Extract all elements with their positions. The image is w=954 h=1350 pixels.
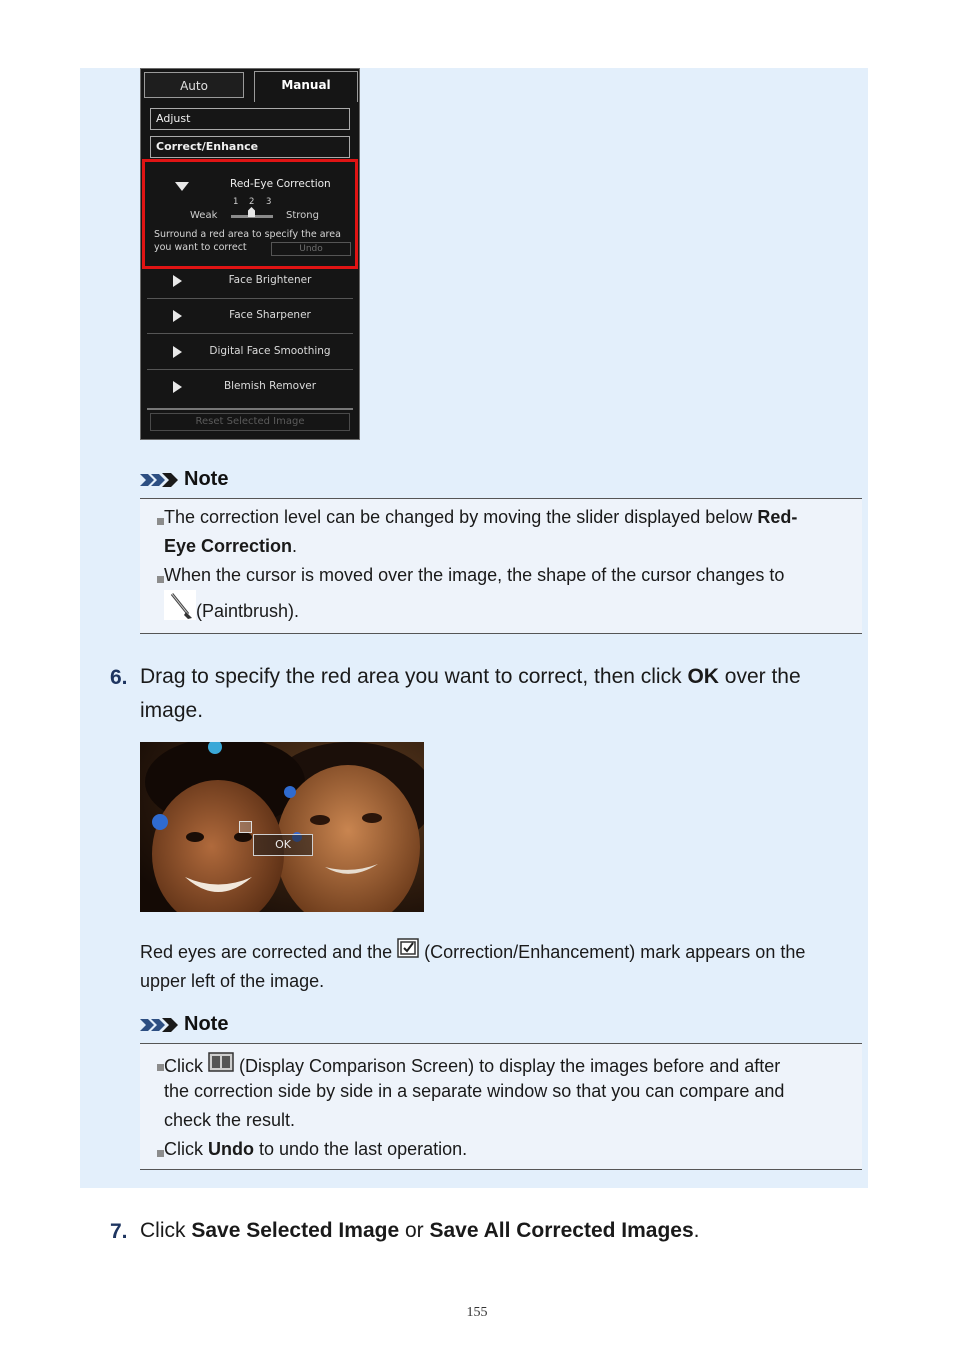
- bullet-icon: [157, 518, 164, 525]
- level-tick-1: 1: [233, 197, 239, 207]
- tool-label: Blemish Remover: [223, 380, 317, 392]
- bullet-icon: [157, 1064, 164, 1071]
- slider-thumb[interactable]: [248, 207, 255, 217]
- tool-face-brightener[interactable]: [147, 264, 353, 299]
- tool-label: Face Brightener: [228, 274, 312, 286]
- step-number: 6.: [110, 666, 128, 689]
- tool-label: Face Sharpener: [229, 309, 311, 321]
- level-tick-3: 3: [266, 197, 272, 207]
- ok-button[interactable]: OK: [253, 834, 313, 856]
- red-eye-correction-section: [142, 159, 358, 269]
- children-photo-image: [140, 742, 424, 912]
- tool-face-sharpener[interactable]: [147, 299, 353, 334]
- correct-enhance-button[interactable]: Correct/Enhance: [150, 136, 350, 158]
- reset-selected-image-button[interactable]: Reset Selected Image: [150, 413, 350, 431]
- note-arrows-icon: [140, 1017, 180, 1033]
- note-item-line: Eye Correction.: [164, 536, 298, 556]
- strong-label: Strong: [286, 210, 319, 221]
- bullet-icon: [157, 1150, 164, 1157]
- note-box: [140, 498, 862, 634]
- note-box: [140, 1043, 862, 1170]
- sample-photo[interactable]: [140, 742, 424, 912]
- step-6-text: Drag to specify the red area you want to correct, then click OK over the image.: [140, 665, 801, 722]
- note-item-line: When the cursor is moved over the image, the shape of the cursor changes to: [164, 565, 785, 585]
- expand-triangle-icon: [173, 381, 182, 393]
- red-eye-instructions: Surround a red area to specify the area you want to correct: [154, 229, 341, 253]
- selection-marker-icon: [239, 821, 252, 833]
- tool-blemish-remover[interactable]: [147, 370, 353, 410]
- level-tick-2: 2: [249, 197, 255, 207]
- bullet-icon: [157, 576, 164, 583]
- tab-auto[interactable]: Auto: [144, 72, 244, 98]
- tool-digital-face-smoothing[interactable]: [147, 335, 353, 370]
- display-comparison-screen-icon: [208, 1052, 234, 1072]
- adjust-button[interactable]: Adjust: [150, 108, 350, 130]
- note-item-line: Click Undo to undo the last operation.: [164, 1139, 468, 1159]
- note-item-line: the correction side by side in a separate window so that you can compare and: [164, 1081, 785, 1101]
- expand-triangle-icon: [173, 346, 182, 358]
- tool-label: Digital Face Smoothing: [209, 345, 331, 357]
- step-7-text: Click Save Selected Image or Save All Corrected Images.: [140, 1219, 700, 1242]
- red-eye-correction-title: Red-Eye Correction: [230, 178, 331, 190]
- page-number: 155: [466, 1305, 488, 1320]
- paintbrush-icon: [164, 590, 196, 620]
- note-item-line: The correction level can be changed by moving the slider displayed below Red-: [164, 507, 798, 527]
- result-paragraph: Red eyes are corrected and the (Correction/Enhancement) mark appears on the upper left of the image.: [140, 938, 805, 996]
- note-title: Note: [184, 468, 229, 490]
- note-item-line: Click (Display Comparison Screen) to display the images before and after: [164, 1052, 780, 1077]
- step-number: 7.: [110, 1220, 128, 1243]
- weak-label: Weak: [190, 210, 218, 221]
- note-arrows-icon: [140, 472, 180, 488]
- tab-manual[interactable]: Manual: [254, 71, 358, 102]
- expand-triangle-icon: [173, 275, 182, 287]
- note-item-line: (Paintbrush).: [164, 590, 299, 622]
- undo-button[interactable]: Undo: [271, 242, 351, 256]
- correction-enhancement-mark-icon: [397, 938, 419, 958]
- collapse-triangle-icon[interactable]: [175, 182, 189, 191]
- note-item-line: check the result.: [164, 1110, 296, 1130]
- expand-triangle-icon: [173, 310, 182, 322]
- manual-correction-panel: [140, 68, 360, 440]
- note-title: Note: [184, 1013, 229, 1035]
